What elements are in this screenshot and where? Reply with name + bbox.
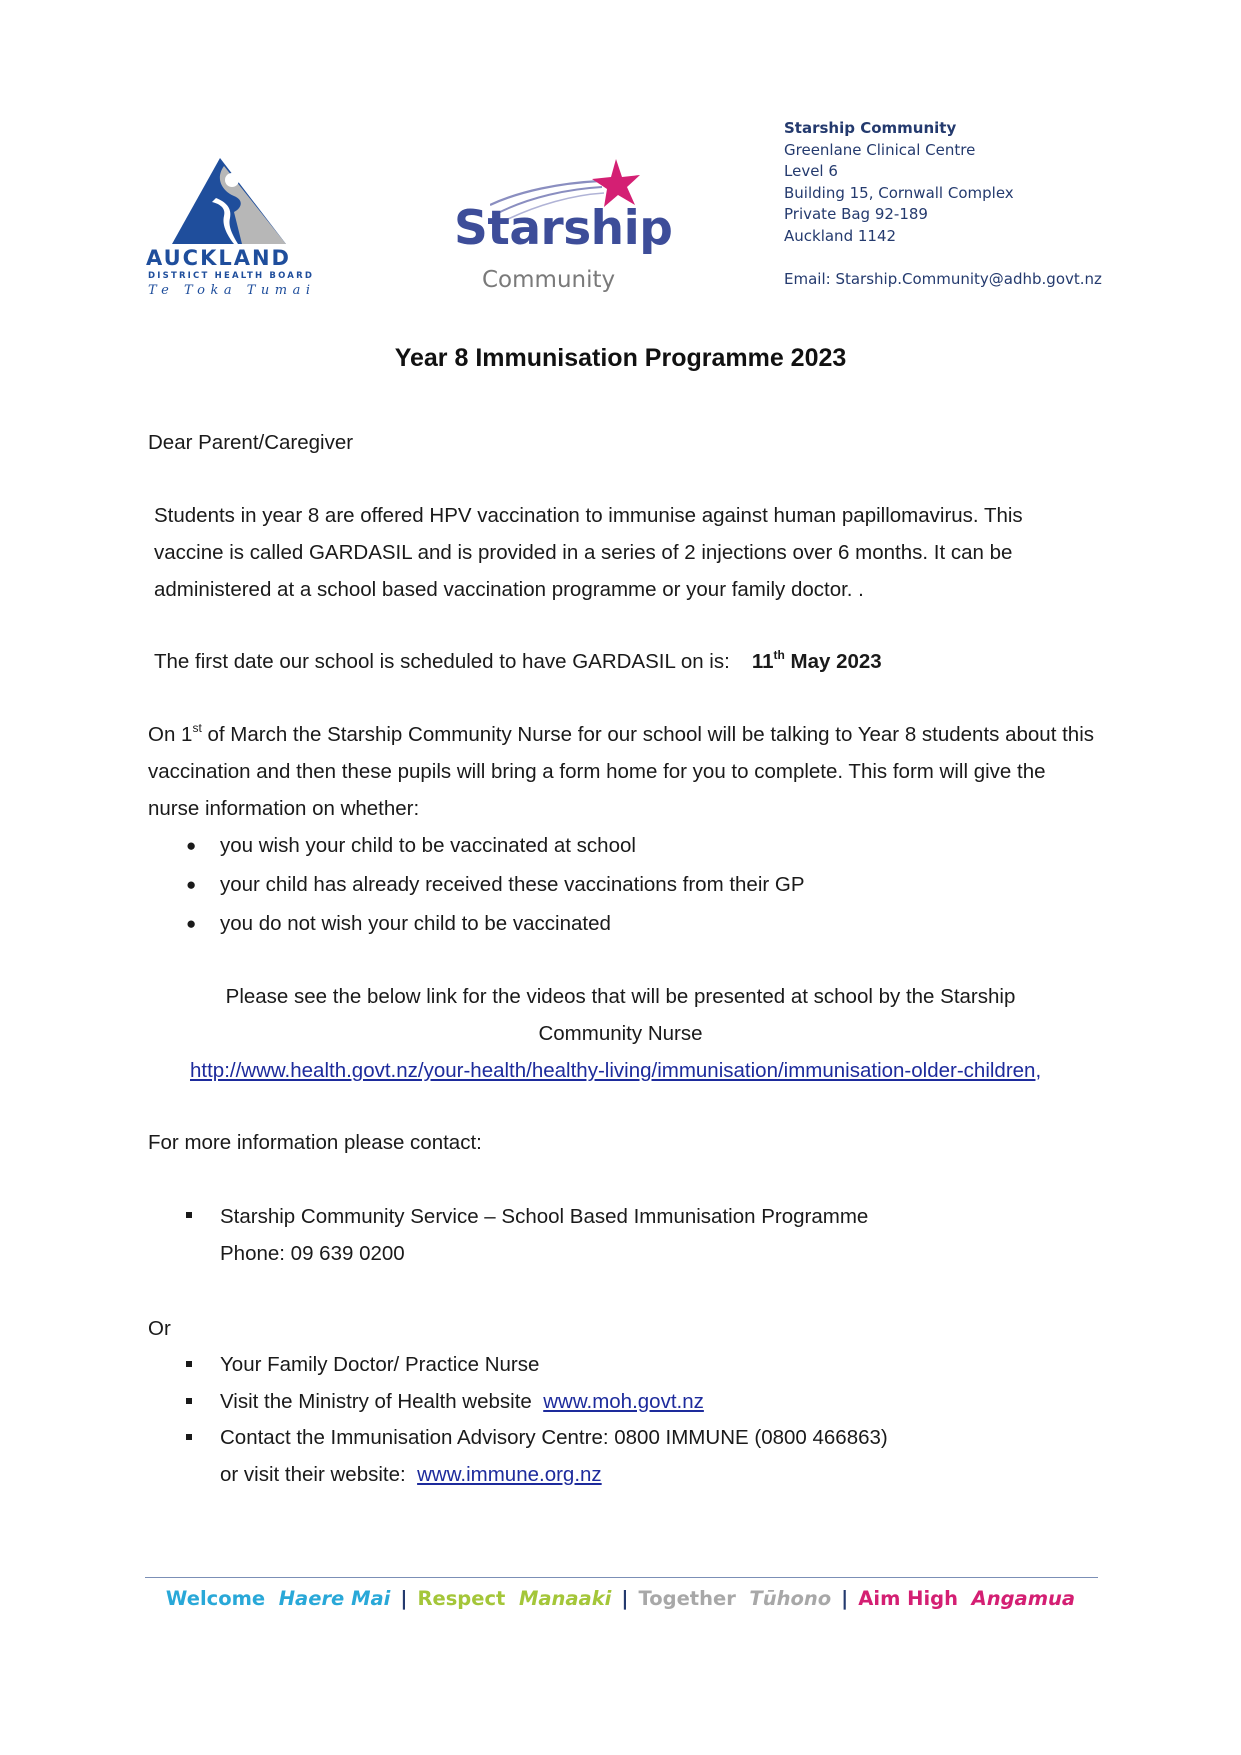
list-item: ● your child has already received these vaccinations from their GP <box>186 865 805 904</box>
phone-number: Phone: 09 639 0200 <box>220 1242 405 1265</box>
immune-website-link[interactable]: www.immune.org.nz <box>417 1462 602 1486</box>
value-aim-high: Aim High Angamua <box>858 1587 1076 1610</box>
list-item: Starship Community Service – School Based Immunisation Programme Phone: 09 639 0200 <box>186 1198 868 1272</box>
square-bullet-icon <box>186 1212 192 1218</box>
starship-wordmark: Starship <box>454 201 673 256</box>
video-note <box>0 978 1241 1052</box>
bullet-icon: ● <box>186 875 197 894</box>
consent-options-list <box>186 826 805 943</box>
first-date-value: 11th May 2023 <box>751 648 882 673</box>
list-item: ● you do not wish your child to be vaccinated <box>186 904 805 943</box>
video-link-line: http://www.health.govt.nz/your-health/healthy-living/immunisation/immunisation-older-children, <box>190 1059 1042 1082</box>
starship-logo <box>450 155 673 300</box>
value-respect: Respect Manaaki <box>417 1587 612 1610</box>
address-line: Building 15, Cornwall Complex <box>784 183 1014 202</box>
bullet-icon: ● <box>186 836 197 855</box>
video-note-line: Please see the below link for the videos that will be presented at school by the Starship <box>225 985 1016 1008</box>
moh-website-link[interactable]: www.moh.govt.nz <box>543 1389 704 1413</box>
square-bullet-icon <box>186 1398 192 1404</box>
list-item: ● you wish your child to be vaccinated at school <box>186 826 805 865</box>
starship-community-label: Community <box>482 267 616 293</box>
document-title: Year 8 Immunisation Programme 2023 <box>394 344 847 372</box>
square-bullet-icon <box>186 1361 192 1367</box>
adhb-triangle-icon <box>172 158 286 244</box>
address-line: Greenlane Clinical Centre <box>784 140 976 159</box>
address-email: Email: Starship.Community@adhb.govt.nz <box>784 269 1102 288</box>
consent-form-paragraph: On 1st of March the Starship Community Nurse for our school will be talking to Year 8 students about this vaccination and then these pupils will bring a form home for you to complete. This form will give the nurse information on whether: <box>148 721 1094 820</box>
address-line: Auckland 1142 <box>784 226 897 245</box>
first-date-line <box>154 643 882 680</box>
list-item: Visit the Ministry of Health website www.moh.govt.nz <box>186 1384 888 1421</box>
hpv-intro-paragraph: Students in year 8 are offered HPV vaccination to immunise against human papillomavirus. This vaccine is called GARDASIL and is provided in a series of 2 injections over 6 months. It can be administered at a school based vaccination programme or your family doctor. . <box>154 504 1023 601</box>
adhb-wordmark: AUCKLAND <box>146 246 291 270</box>
or-label: Or <box>148 1317 171 1340</box>
more-info-label: For more information please contact: <box>148 1131 482 1154</box>
value-together: Together Tūhono <box>638 1587 832 1610</box>
address-line: Level 6 <box>784 162 838 180</box>
value-welcome: Welcome Haere Mai <box>165 1587 391 1610</box>
video-note-line: Community Nurse <box>538 1022 703 1045</box>
first-date-label: The first date our school is scheduled to have GARDASIL on is: <box>154 650 730 673</box>
address-block <box>784 118 1102 290</box>
adhb-maori-motto: Te Toka Tumai <box>148 283 316 298</box>
adhb-subtitle: DISTRICT HEALTH BOARD <box>148 271 315 281</box>
list-item: Your Family Doctor/ Practice Nurse <box>186 1347 888 1384</box>
other-contacts-list <box>186 1347 888 1493</box>
bullet-icon: ● <box>186 914 197 933</box>
adhb-logo <box>146 158 316 304</box>
footer-values: Welcome Haere Mai | Respect Manaaki | Together Tūhono | Aim High Angamua <box>165 1587 1076 1610</box>
primary-contact-list <box>186 1198 868 1272</box>
footer-divider <box>145 1577 1098 1578</box>
address-org: Starship Community <box>784 119 957 137</box>
list-item: Contact the Immunisation Advisory Centre: 0800 IMMUNE (0800 466863) or visit their website: www.immune.org.nz <box>186 1420 888 1493</box>
health-govt-video-link[interactable]: http://www.health.govt.nz/your-health/healthy-living/immunisation/immunisation-older-children <box>190 1059 1036 1082</box>
salutation: Dear Parent/Caregiver <box>148 431 354 454</box>
square-bullet-icon <box>186 1434 192 1440</box>
address-line: Private Bag 92-189 <box>784 205 928 223</box>
